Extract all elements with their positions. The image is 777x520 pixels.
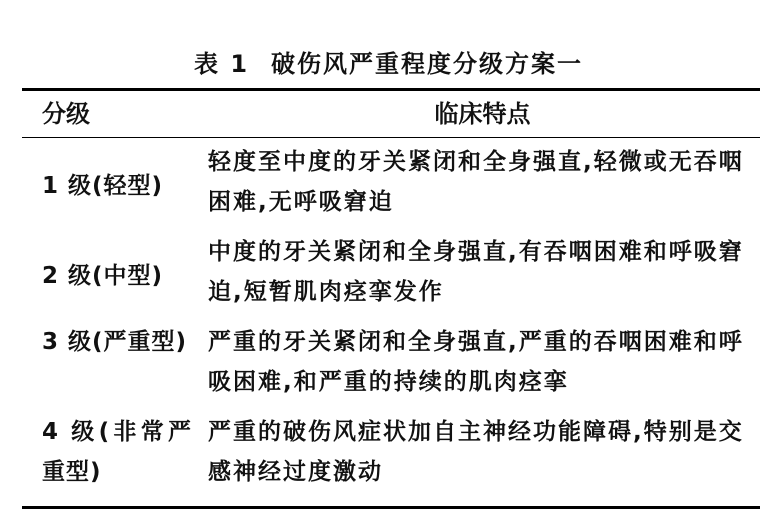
table-bottom-rule xyxy=(22,506,760,509)
table-header-rule xyxy=(22,137,760,138)
grade-cell: 3 级(严重型) xyxy=(42,329,188,355)
table-title: 破伤风严重程度分级方案一 xyxy=(271,50,584,78)
grade-cell: 2 级(中型) xyxy=(42,263,164,289)
header-clinical-features: 临床特点 xyxy=(434,100,531,128)
feature-cell: 严重的破伤风症状加自主神经功能障碍,特别是交感神经过度激动 xyxy=(208,419,744,485)
header-grade: 分级 xyxy=(42,100,90,128)
table-top-rule xyxy=(22,88,760,91)
table-number: 表 1 xyxy=(193,50,250,78)
grade-cell: 1 级(轻型) xyxy=(42,173,164,199)
feature-cell: 严重的牙关紧闭和全身强直,严重的吞咽困难和呼吸困难,和严重的持续的肌肉痉挛 xyxy=(208,329,744,395)
feature-cell: 中度的牙关紧闭和全身强直,有吞咽困难和呼吸窘迫,短暂肌肉痉挛发作 xyxy=(208,239,744,305)
feature-cell: 轻度至中度的牙关紧闭和全身强直,轻微或无吞咽困难,无呼吸窘迫 xyxy=(208,149,744,215)
grade-cell: 4 级(非常严重型) xyxy=(42,419,192,485)
table-caption xyxy=(0,44,777,79)
